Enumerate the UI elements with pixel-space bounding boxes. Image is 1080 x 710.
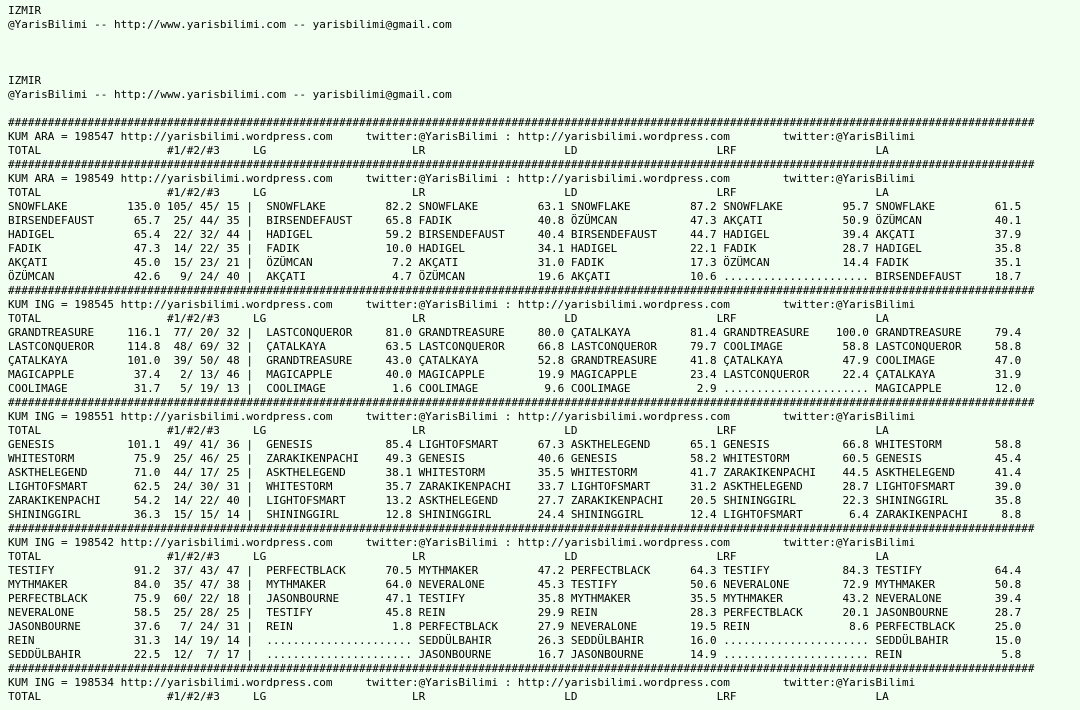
- result-row: WHITESTORM 75.9 25/ 46/ 25 | ZARAKIKENPACHI 49.3 GENESIS 40.6 GENESIS 58.2 WHITESTORM 60.5 GENESIS 45.4: [8, 452, 1022, 465]
- race-header-line: KUM ARA = 198547 http://yarisbilimi.wordpress.com twitter:@YarisBilimi : http://yarisbilimi.wordpress.com twitter:@YarisBilimi: [8, 130, 916, 143]
- separator-line: ###########################################################################################################################################################: [8, 116, 1035, 129]
- result-row: TESTIFY 91.2 37/ 43/ 47 | PERFECTBLACK 70.5 MYTHMAKER 47.2 PERFECTBLACK 64.3 TESTIFY 84.3 TESTIFY 64.4: [8, 564, 1022, 577]
- separator-line: ###########################################################################################################################################################: [8, 522, 1035, 535]
- separator-line: ###########################################################################################################################################################: [8, 158, 1035, 171]
- column-header-line: TOTAL #1/#2/#3 LG LR LD LRF LA: [8, 144, 889, 157]
- result-row: JASONBOURNE 37.6 7/ 24/ 31 | REIN 1.8 PERFECTBLACK 27.9 NEVERALONE 19.5 REIN 8.6 PERFECTBLACK 25.0: [8, 620, 1022, 633]
- result-row: SEDDÜLBAHIR 22.5 12/ 7/ 17 | ...................... JASONBOURNE 16.7 JASONBOURNE 14.9 ...................... REIN 5.8: [8, 648, 1022, 661]
- blank-line: [8, 102, 1035, 116]
- separator-line: ###########################################################################################################################################################: [8, 662, 1035, 675]
- result-row: GENESIS 101.1 49/ 41/ 36 | GENESIS 85.4 LIGHTOFSMART 67.3 ASKTHELEGEND 65.1 GENESIS 66.8 WHITESTORM 58.8: [8, 438, 1022, 451]
- race-header-line: KUM ING = 198551 http://yarisbilimi.wordpress.com twitter:@YarisBilimi : http://yarisbilimi.wordpress.com twitter:@YarisBilimi: [8, 410, 916, 423]
- city-title: IZMIR: [8, 4, 42, 17]
- city-title: IZMIR: [8, 74, 42, 87]
- result-row: ASKTHELEGEND 71.0 44/ 17/ 25 | ASKTHELEGEND 38.1 WHITESTORM 35.5 WHITESTORM 41.7 ZARAKIKENPACHI 44.5 ASKTHELEGEND 41.4: [8, 466, 1022, 479]
- blank-line: [8, 60, 1035, 74]
- result-row: BIRSENDEFAUST 65.7 25/ 44/ 35 | BIRSENDEFAUST 65.8 FADIK 40.8 ÖZÜMCAN 47.3 AKÇATI 50.9 ÖZÜMCAN 40.1: [8, 214, 1022, 227]
- result-row: COOLIMAGE 31.7 5/ 19/ 13 | COOLIMAGE 1.6 COOLIMAGE 9.6 COOLIMAGE 2.9 ...................... MAGICAPPLE 12.0: [8, 382, 1022, 395]
- race-results-document: [8, 4, 1035, 704]
- separator-line: ###########################################################################################################################################################: [8, 396, 1035, 409]
- result-row: SHININGGIRL 36.3 15/ 15/ 14 | SHININGGIRL 12.8 SHININGGIRL 24.4 SHININGGIRL 12.4 LIGHTOFSMART 6.4 ZARAKIKENPACHI 8.8: [8, 508, 1022, 521]
- column-header-line: TOTAL #1/#2/#3 LG LR LD LRF LA: [8, 186, 889, 199]
- result-row: LASTCONQUEROR 114.8 48/ 69/ 32 | ÇATALKAYA 63.5 LASTCONQUEROR 66.8 LASTCONQUEROR 79.7 COOLIMAGE 58.8 LASTCONQUEROR 58.8: [8, 340, 1022, 353]
- result-row: MAGICAPPLE 37.4 2/ 13/ 46 | MAGICAPPLE 40.0 MAGICAPPLE 19.9 MAGICAPPLE 23.4 LASTCONQUEROR 22.4 ÇATALKAYA 31.9: [8, 368, 1022, 381]
- column-header-line: TOTAL #1/#2/#3 LG LR LD LRF LA: [8, 312, 889, 325]
- result-row: AKÇATI 45.0 15/ 23/ 21 | ÖZÜMCAN 7.2 AKÇATI 31.0 FADIK 17.3 ÖZÜMCAN 14.4 FADIK 35.1: [8, 256, 1022, 269]
- result-row: LIGHTOFSMART 62.5 24/ 30/ 31 | WHITESTORM 35.7 ZARAKIKENPACHI 33.7 LIGHTOFSMART 31.2 ASKTHELEGEND 28.7 LIGHTOFSMART 39.0: [8, 480, 1022, 493]
- result-row: ÇATALKAYA 101.0 39/ 50/ 48 | GRANDTREASURE 43.0 ÇATALKAYA 52.8 GRANDTREASURE 41.8 ÇATALKAYA 47.9 COOLIMAGE 47.0: [8, 354, 1022, 367]
- contact-line: @YarisBilimi -- http://www.yarisbilimi.com -- yarisbilimi@gmail.com: [8, 88, 452, 101]
- race-header-line: KUM ARA = 198549 http://yarisbilimi.wordpress.com twitter:@YarisBilimi : http://yarisbilimi.wordpress.com twitter:@YarisBilimi: [8, 172, 916, 185]
- race-header-line: KUM ING = 198534 http://yarisbilimi.wordpress.com twitter:@YarisBilimi : http://yarisbilimi.wordpress.com twitter:@YarisBilimi: [8, 676, 916, 689]
- race-header-line: KUM ING = 198545 http://yarisbilimi.wordpress.com twitter:@YarisBilimi : http://yarisbilimi.wordpress.com twitter:@YarisBilimi: [8, 298, 916, 311]
- result-row: NEVERALONE 58.5 25/ 28/ 25 | TESTIFY 45.8 REIN 29.9 REIN 28.3 PERFECTBLACK 20.1 JASONBOURNE 28.7: [8, 606, 1022, 619]
- result-row: SNOWFLAKE 135.0 105/ 45/ 15 | SNOWFLAKE 82.2 SNOWFLAKE 63.1 SNOWFLAKE 87.2 SNOWFLAKE 95.7 SNOWFLAKE 61.5: [8, 200, 1022, 213]
- result-row: ZARAKIKENPACHI 54.2 14/ 22/ 40 | LIGHTOFSMART 13.2 ASKTHELEGEND 27.7 ZARAKIKENPACHI 20.5 SHININGGIRL 22.3 SHININGGIRL 35.8: [8, 494, 1022, 507]
- column-header-line: TOTAL #1/#2/#3 LG LR LD LRF LA: [8, 690, 889, 703]
- result-row: FADIK 47.3 14/ 22/ 35 | FADIK 10.0 HADIGEL 34.1 HADIGEL 22.1 FADIK 28.7 HADIGEL 35.8: [8, 242, 1022, 255]
- result-row: HADIGEL 65.4 22/ 32/ 44 | HADIGEL 59.2 BIRSENDEFAUST 40.4 BIRSENDEFAUST 44.7 HADIGEL 39.4 AKÇATI 37.9: [8, 228, 1022, 241]
- column-header-line: TOTAL #1/#2/#3 LG LR LD LRF LA: [8, 550, 889, 563]
- result-row: MYTHMAKER 84.0 35/ 47/ 38 | MYTHMAKER 64.0 NEVERALONE 45.3 TESTIFY 50.6 NEVERALONE 72.9 MYTHMAKER 50.8: [8, 578, 1022, 591]
- race-header-line: KUM ING = 198542 http://yarisbilimi.wordpress.com twitter:@YarisBilimi : http://yarisbilimi.wordpress.com twitter:@YarisBilimi: [8, 536, 916, 549]
- result-row: GRANDTREASURE 116.1 77/ 20/ 32 | LASTCONQUEROR 81.0 GRANDTREASURE 80.0 ÇATALKAYA 81.4 GRANDTREASURE 100.0 GRANDTREASURE 79.4: [8, 326, 1022, 339]
- blank-line: [8, 46, 1035, 60]
- contact-line: @YarisBilimi -- http://www.yarisbilimi.com -- yarisbilimi@gmail.com: [8, 18, 452, 31]
- separator-line: ###########################################################################################################################################################: [8, 284, 1035, 297]
- result-row: ÖZÜMCAN 42.6 9/ 24/ 40 | AKÇATI 4.7 ÖZÜMCAN 19.6 AKÇATI 10.6 ...................... BIRSENDEFAUST 18.7: [8, 270, 1022, 283]
- result-row: REIN 31.3 14/ 19/ 14 | ...................... SEDDÜLBAHIR 26.3 SEDDÜLBAHIR 16.0 ...................... SEDDÜLBAHIR 15.0: [8, 634, 1022, 647]
- column-header-line: TOTAL #1/#2/#3 LG LR LD LRF LA: [8, 424, 889, 437]
- blank-line: [8, 32, 1035, 46]
- result-row: PERFECTBLACK 75.9 60/ 22/ 18 | JASONBOURNE 47.1 TESTIFY 35.8 MYTHMAKER 35.5 MYTHMAKER 43.2 NEVERALONE 39.4: [8, 592, 1022, 605]
